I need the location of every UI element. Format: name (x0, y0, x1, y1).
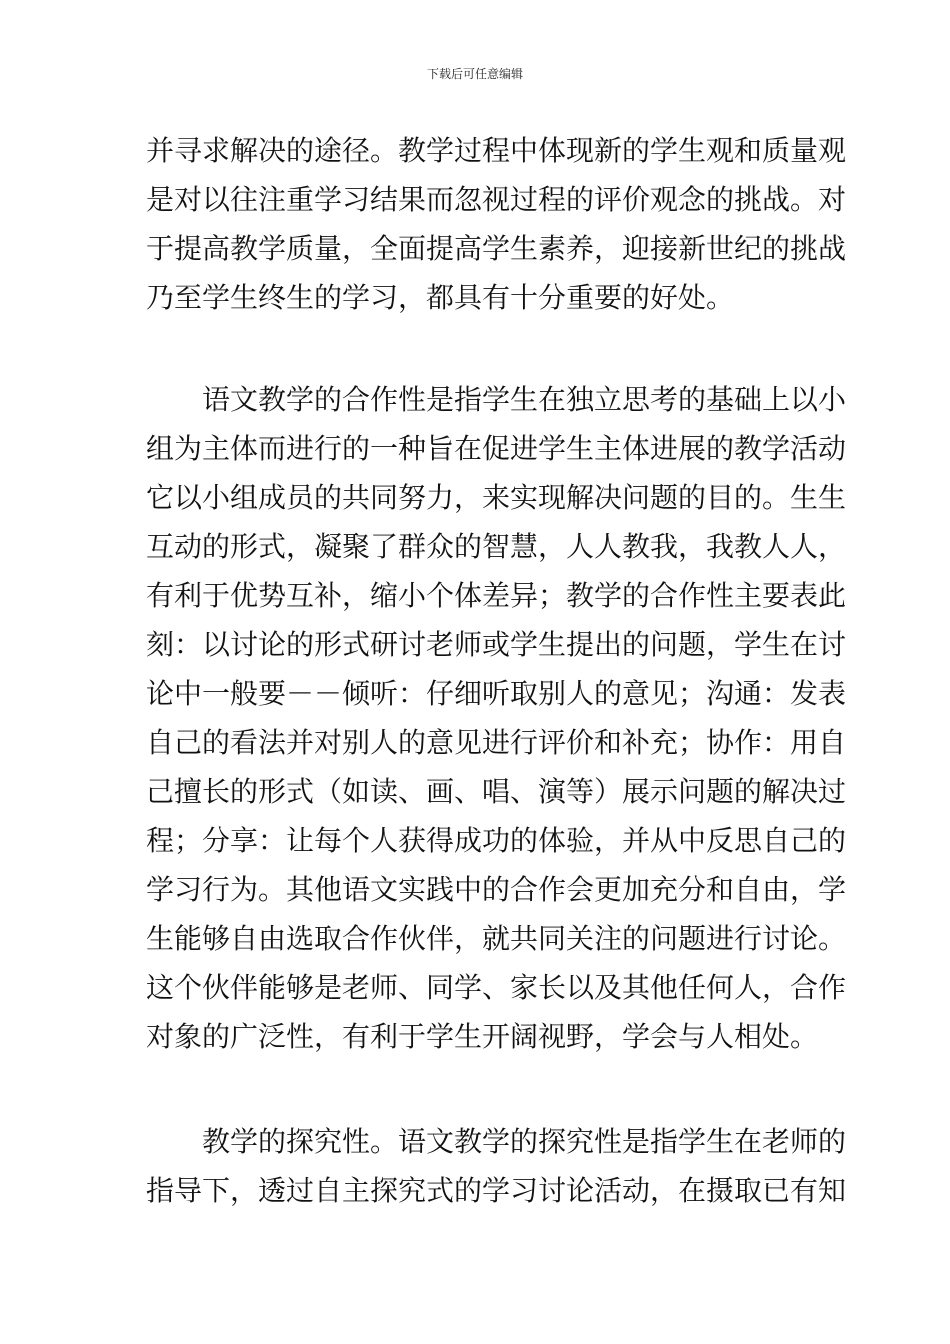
text-line: 组为主体而进行的一种旨在促进学生主体进展的教学活动 (146, 432, 847, 465)
text-line: 并寻求解决的途径。教学过程中体现新的学生观和质量观 (146, 134, 847, 167)
text-line: 教学的探究性。语文教学的探究性是指学生在老师的 (146, 1125, 847, 1158)
text-line: 论中一般要－－倾听：仔细听取别人的意见；沟通：发表 (146, 677, 847, 710)
text-line: 己擅长的形式（如读、画、唱、演等）展示问题的解决过 (146, 775, 847, 808)
text-line: 于提高教学质量，全面提高学生素养，迎接新世纪的挑战 (146, 232, 847, 265)
text-line: 它以小组成员的共同努力，来实现解决问题的目的。生生 (146, 481, 847, 514)
text-line: 生能够自由选取合作伙伴，就共同关注的问题进行讨论。 (146, 922, 847, 955)
text-line: 指导下，透过自主探究式的学习讨论活动，在摄取已有知 (146, 1174, 847, 1207)
paragraph-1 (146, 131, 847, 327)
text-line: 这个伙伴能够是老师、同学、家长以及其他任何人，合作 (146, 971, 847, 1004)
text-line: 程；分享：让每个人获得成功的体验，并从中反思自己的 (146, 824, 847, 857)
text-line: 是对以往注重学习结果而忽视过程的评价观念的挑战。对 (146, 183, 847, 216)
text-line: 语文教学的合作性是指学生在独立思考的基础上以小 (146, 383, 847, 416)
paragraph-2 (146, 380, 847, 1066)
text-line: 对象的广泛性，有利于学生开阔视野，学会与人相处。 (146, 1020, 819, 1053)
text-line: 自己的看法并对别人的意见进行评价和补充；协作：用自 (146, 726, 847, 759)
paragraph-3 (146, 1122, 847, 1220)
text-line: 有利于优势互补，缩小个体差异；教学的合作性主要表此 (146, 579, 847, 612)
page-header: 下载后可任意编辑 (426, 67, 523, 81)
text-line: 乃至学生终生的学习，都具有十分重要的好处。 (146, 281, 735, 314)
text-line: 刻：以讨论的形式研讨老师或学生提出的问题，学生在讨 (146, 628, 847, 661)
text-line: 学习行为。其他语文实践中的合作会更加充分和自由，学 (146, 873, 847, 906)
text-line: 互动的形式，凝聚了群众的智慧，人人教我，我教人人， (146, 530, 847, 563)
